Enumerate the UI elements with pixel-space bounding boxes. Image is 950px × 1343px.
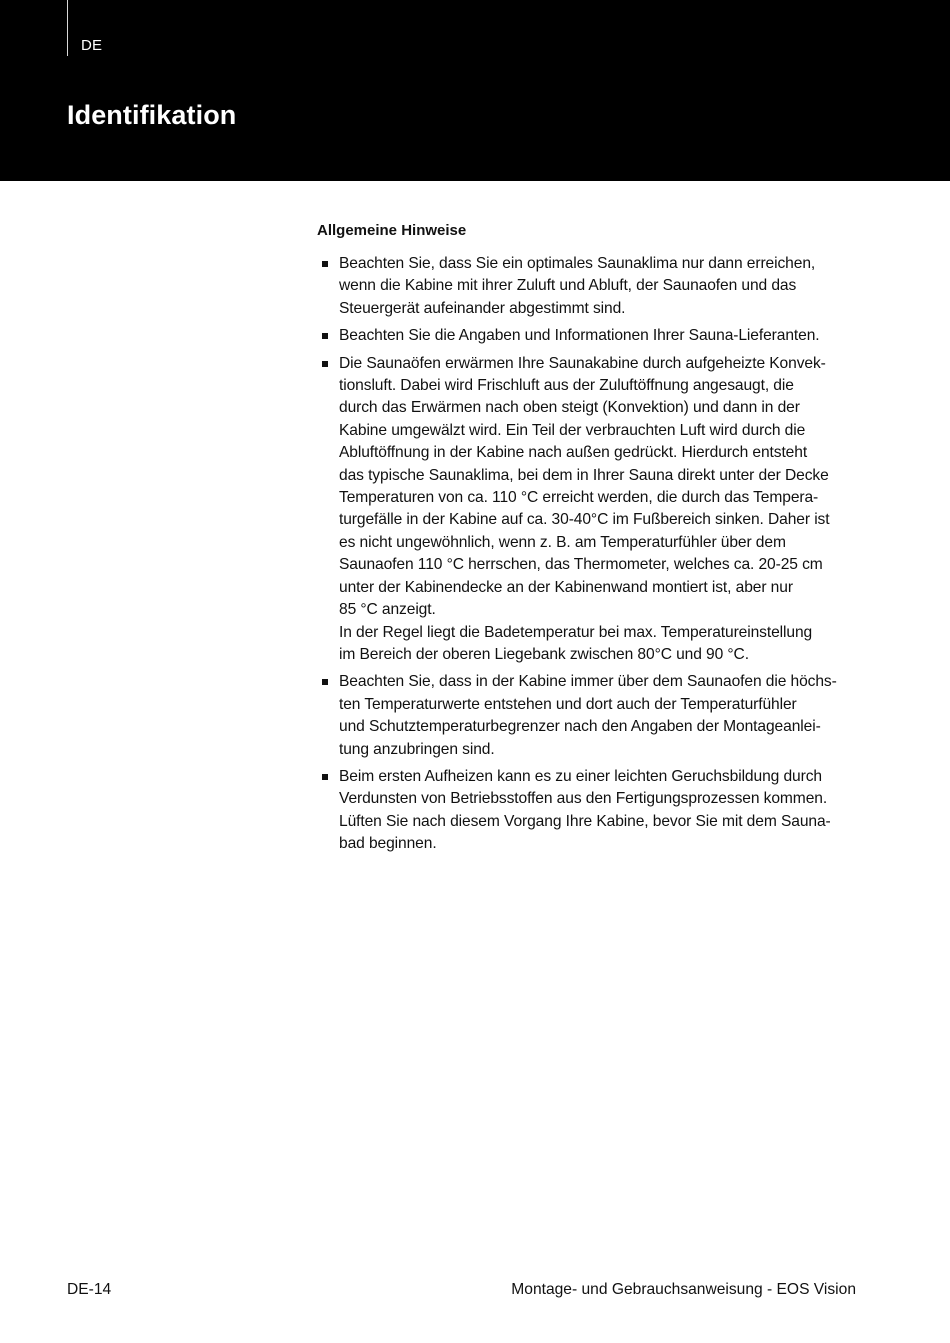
- main-content: [317, 221, 865, 861]
- language-label: DE: [81, 37, 103, 54]
- square-bullet-icon: [322, 774, 328, 780]
- header-band: [0, 0, 950, 181]
- bullet-list: [317, 253, 865, 856]
- text-line: Verdunsten von Betriebsstoffen aus den Fertigungsprozessen kommen.: [339, 790, 828, 808]
- list-item: [317, 253, 865, 320]
- page-title: Identifikation: [67, 100, 237, 130]
- text-line: das typische Saunaklima, bei dem in Ihrer Sauna direkt unter der Decke: [339, 466, 829, 484]
- document-title: Montage- und Gebrauchsanweisung - EOS Vision: [511, 1281, 856, 1298]
- page-number: DE-14: [67, 1281, 112, 1298]
- text-line: In der Regel liegt die Badetemperatur bei max. Temperatureinstellung: [339, 623, 813, 641]
- text-line: ten Temperaturwerte entstehen und dort auch der Temperaturfühler: [339, 695, 797, 713]
- text-line: durch das Erwärmen nach oben steigt (Konvektion) und dann in der: [339, 399, 800, 417]
- text-line: turgefälle in der Kabine auf ca. 30-40°C im Fußbereich sinken. Daher ist: [339, 511, 830, 529]
- square-bullet-icon: [322, 361, 328, 367]
- square-bullet-icon: [322, 333, 328, 339]
- list-item: [317, 325, 865, 347]
- section-heading: Allgemeine Hinweise: [317, 222, 467, 239]
- text-line: Kabine umgewälzt wird. Ein Teil der verbrauchten Luft wird durch die: [339, 421, 806, 439]
- text-line: Steuergerät aufeinander abgestimmt sind.: [339, 299, 626, 317]
- text-line: bad beginnen.: [339, 835, 437, 853]
- text-line: Temperaturen von ca. 110 °C erreicht werden, die durch das Tempera-: [339, 489, 819, 507]
- text-line: im Bereich der oberen Liegebank zwischen 80°C und 90 °C.: [339, 645, 749, 663]
- text-line: es nicht ungewöhnlich, wenn z. B. am Temperaturfühler über dem: [339, 533, 786, 551]
- text-line: Beachten Sie, dass in der Kabine immer über dem Saunaofen die höchs-: [339, 673, 837, 691]
- text-line: Lüften Sie nach diesem Vorgang Ihre Kabine, bevor Sie mit dem Sauna-: [339, 812, 831, 830]
- square-bullet-icon: [322, 679, 328, 685]
- list-item: [317, 766, 865, 856]
- text-line: und Schutztemperaturbegrenzer nach den Angaben der Montageanlei-: [339, 718, 821, 736]
- text-line: wenn die Kabine mit ihrer Zuluft und Abluft, der Saunaofen und das: [339, 277, 797, 295]
- text-line: Beim ersten Aufheizen kann es zu einer leichten Geruchsbildung durch: [339, 767, 822, 785]
- text-line: Saunaofen 110 °C herrschen, das Thermometer, welches ca. 20-25 cm: [339, 556, 823, 574]
- header-divider: [67, 0, 68, 56]
- text-line: Beachten Sie, dass Sie ein optimales Saunaklima nur dann erreichen,: [339, 255, 816, 272]
- list-item: [317, 671, 865, 761]
- text-line: Abluftöffnung in der Kabine nach außen gedrückt. Hierdurch entsteht: [339, 444, 808, 462]
- text-line: Beachten Sie die Angaben und Informationen Ihrer Sauna-Lieferanten.: [339, 327, 820, 345]
- list-item: [317, 353, 865, 667]
- text-line: unter der Kabinendecke an der Kabinenwand montiert ist, aber nur: [339, 578, 793, 596]
- text-line: 85 °C anzeigt.: [339, 601, 436, 619]
- text-line: tionsluft. Dabei wird Frischluft aus der Zuluftöffnung angesaugt, die: [339, 377, 794, 395]
- square-bullet-icon: [322, 261, 328, 267]
- text-line: tung anzubringen sind.: [339, 740, 495, 758]
- text-line: Die Saunaöfen erwärmen Ihre Saunakabine durch aufgeheizte Konvek-: [339, 354, 826, 372]
